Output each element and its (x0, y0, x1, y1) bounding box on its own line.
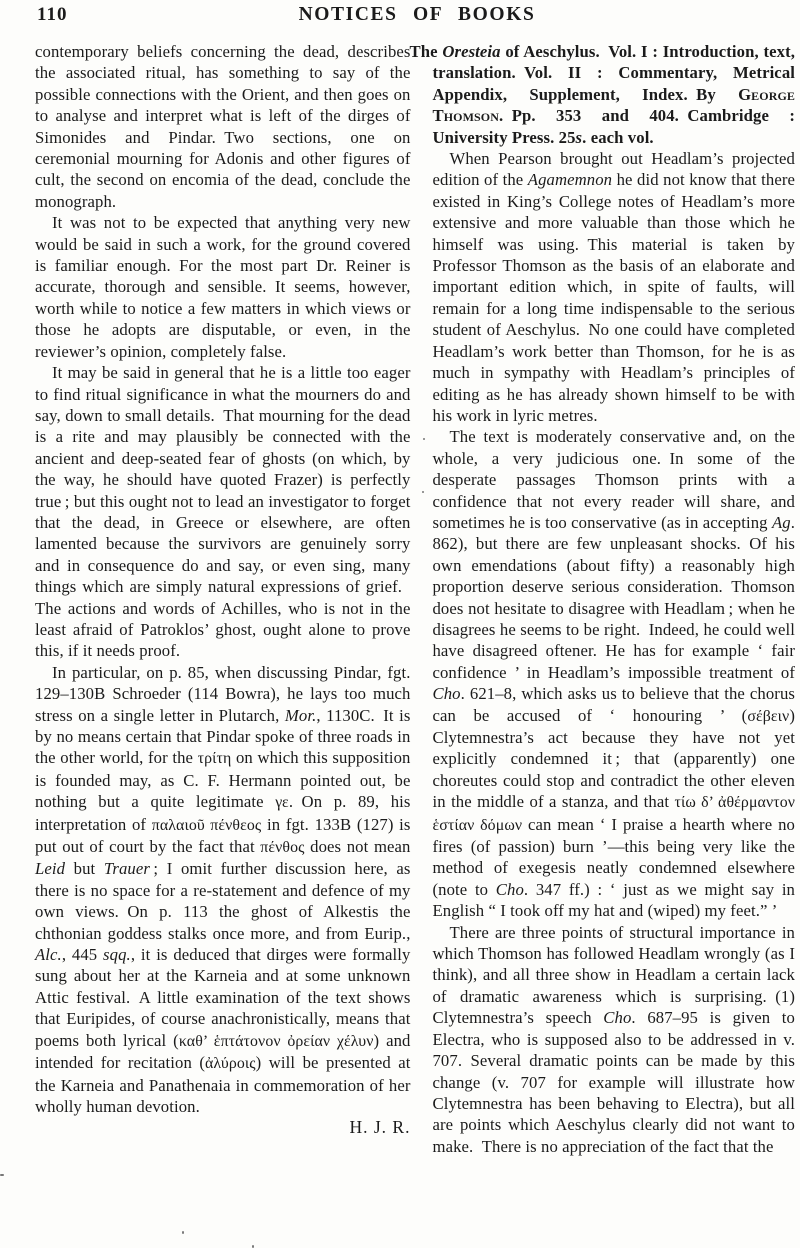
paragraph: The text is moderately conservative and, on the whole, a very judicious one. In some of the desperate passages Thomson prints with a confidence that not every reader will share, and sometimes he is too conservative (as in accepting Ag. 862), but there are few unpleasant shocks. Of his own emendations (about fifty) a reasonably high proportion deserve serious consideration. Thomson does not hesitate to disagree with Headlam ; when he disagrees he seems to be right. Indeed, he could well have disagreed oftener. He has for example ‘ fair confidence ’ in Headlam’s impossible treatment of Cho. 621–8, which asks us to believe that the chorus can be accused of ‘ honouring ’ (σέβειν) Clytemnestra’s act because they have not yet explicitly condemned it ; that (apparently) one choreutes could stop and contradict the other eleven in the middle of a stanza, and that τίω δ’ ἀθέρμαντον ἑστίαν δόμων can mean ‘ I praise a hearth where no fires (of passion) burn ’—this being very like the method of exegesis neatly condemned elsewhere (note to Cho. 347 ff.) : ‘ just as we might say in English “ I took off my hat and (wiped) my feet.” ’ (432, 427, 796, 921)
print-speck (0, 1174, 4, 1176)
page-header (0, 3, 800, 29)
print-speck (423, 438, 425, 440)
left-column (35, 41, 410, 1139)
paragraph: There are three points of structural importance in which Thomson has followed Headlam wrongly (as I think), and all three show in Headlam a certain lack of dramatic awareness which is surprising. (1) Clytemnestra’s speech Cho. 687–95 is given to Electra, who is supposed also to be addressed in v. 707. Several dramatic points can be made by this change (v. 707 for example will illustrate how Clytemnestra has been behaving to Electra), but all are points which Aeschylus clearly did not want to make. There is no appreciation of the fact that the (432, 922, 795, 1156)
paragraph: It may be said in general that he is a little too eager to find ritual significance in what the mourners do and say, down to small details. That mourning for the dead is a rite and may plausibly be connected with the ancient and deep-seated fear of ghosts (on which, by the way, he should have quoted Frazer) is perfectly true ; but this ought not to lead an investigator to forget that the dead, in Greece or elsewhere, are often lamented because the survivors are genuinely sorry and in consequence do and say, or even sing, many things which are simply natural expressions of grief. The actions and words of Achilles, who is not in the least afraid of Patroklos’ ghost, ought alone to prove this, if it needs proof. (35, 363, 411, 661)
paragraph: contemporary beliefs concerning the dead, describes the associated ritual, has something to say of the possible connections with the Orient, and then goes on to analyse and interpret what is left of the dirges of Simonides and Pindar. Two sections, one on ceremonial mourning for Adonis and other figures of cult, the second on encomia of the dead, conclude the monograph. (35, 42, 411, 211)
two-column-body (35, 41, 795, 1157)
reviewer-signature: H. J. R. (349, 1117, 411, 1138)
right-column (409, 41, 796, 1157)
book-review-heading: The Oresteia of Aeschylus. Vol. I : Introduction, text, translation. Vol. II : Commentary, Metrical Appendix, Supplement, Index. By George Thomson. Pp. 353 and 404. Cambridge : University Press. 25s. each vol. (409, 42, 796, 147)
paragraph: In particular, on p. 85, when discussing Pindar, fgt. 129–130B Schroeder (114 Bowra), he lays too much stress on a single letter in Plutarch, Mor., 1130C. It is by no means certain that Pindar spoke of three roads in the other world, for the τρίτη on which this supposition is founded may, as C. F. Hermann pointed out, be nothing but a quite legitimate γε. On p. 89, his interpretation of παλαιοῦ πένθεος in fgt. 133B (127) is put out of court by the fact that πένθος does not mean Leid but Trauer ; I omit further discussion here, as there is no space for a re-statement and defence of my own views. On p. 113 the ghost of Alkestis the chthonian goddess stalks once more, and from Eurip., Alc., 445 sqq., it is deduced that dirges were formally sung about her at the Karneia and at some unknown Attic festival. A little examination of the text shows that Euripides, of course anachronistically, means that poems both lyrical (καθ’ ἑπτάτονον ὀρείαν χέλυν) and intended for recitation (ἀλύροις) will be presented at the Karneia and Panathenaia in commemoration of her wholly human devotion. (35, 662, 411, 1116)
paragraph: When Pearson brought out Headlam’s projected edition of the Agamemnon he did not know that there existed in King’s College notes of Headlam’s more extensive and more valuable than those which he himself was using. This material is taken by Professor Thomson as the basis of an elaborate and important edition which, in spite of faults, will remain for a long time indispensable to the serious student of Aeschylus. No one could have completed Headlam’s work better than Thomson, for he is as much in sympathy with Headlam’s principles of editing as he has already shown himself to be with his work in lyric metres. (432, 149, 795, 425)
paragraph: It was not to be expected that anything very new would be said in such a work, for the ground covered is familiar enough. For the most part Dr. Reiner is accurate, thorough and sensible. It seems, however, worth while to notice a few matters in which views or those he adopts are disputable, or even, in the reviewer’s opinion, completely false. (35, 213, 411, 361)
page-number: 110 (37, 4, 68, 25)
print-speck (422, 491, 424, 493)
print-speck (182, 1231, 184, 1234)
page-title: NOTICES OF BOOKS (298, 4, 536, 25)
